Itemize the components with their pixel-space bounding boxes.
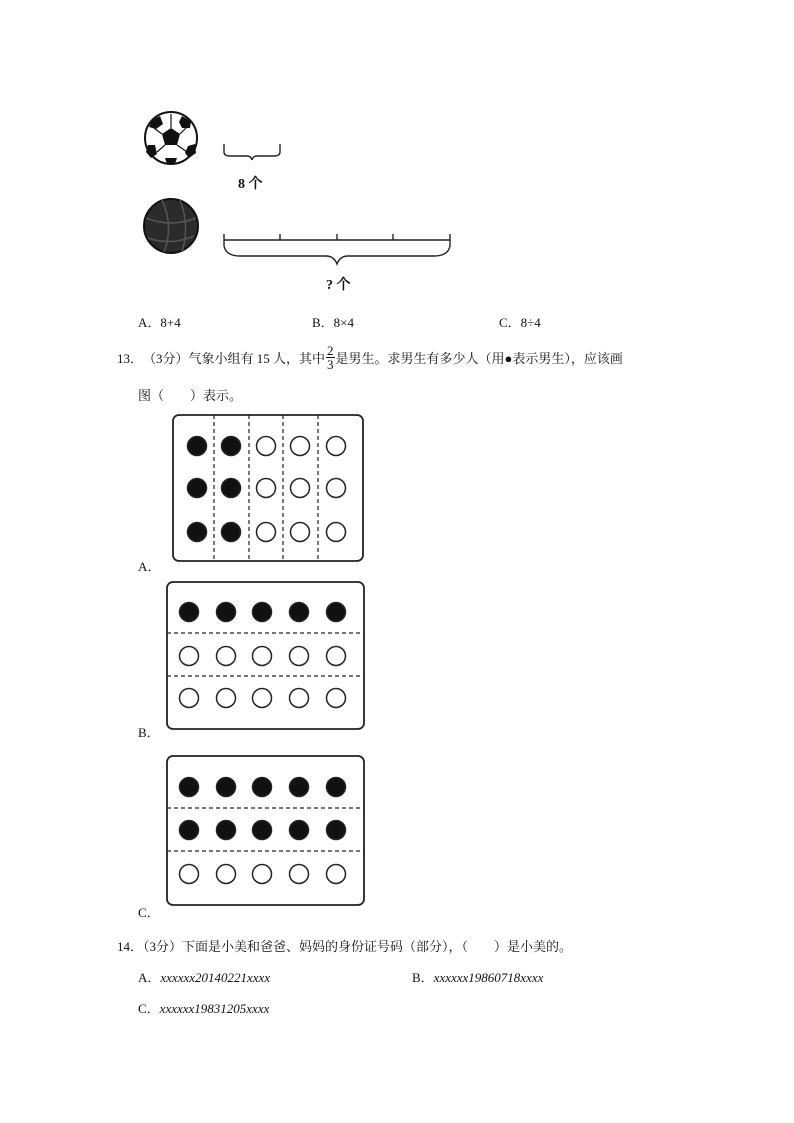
q12-diagram xyxy=(130,100,470,300)
option-letter: A． xyxy=(138,970,161,985)
q13-option-b-figure xyxy=(164,579,367,732)
q12-figure xyxy=(130,100,470,300)
question-number: 13． xyxy=(117,350,144,366)
fraction xyxy=(326,344,335,371)
q14-option-c[interactable] xyxy=(138,998,269,1017)
question-text: 下面是小美和爸爸、妈妈的身份证号码（部分），（ ）是小美的。 xyxy=(182,939,573,954)
option-text: 8÷4 xyxy=(520,315,541,330)
soccer-ball-icon xyxy=(145,112,197,164)
fraction-denominator: 3 xyxy=(327,356,334,372)
question-text: 气象小组有 15 人，其中 xyxy=(188,350,326,366)
option-text: 8×4 xyxy=(333,315,355,330)
question-text-cont: 是男生。求男生有多少人（用●表示男生），应该画 xyxy=(335,350,623,366)
brace-long xyxy=(224,234,450,264)
q14-option-a[interactable] xyxy=(138,967,270,986)
brace-long-label: ? 个 xyxy=(326,278,351,293)
option-letter: A． xyxy=(138,315,161,330)
q13-option-a-figure xyxy=(170,412,366,564)
q13-option-c-figure xyxy=(164,753,367,908)
question-score: （3分） xyxy=(143,350,189,366)
q13-option-c-label[interactable]: C． xyxy=(138,905,160,920)
brace-short-label: 8 个 xyxy=(238,177,263,192)
option-letter: C． xyxy=(138,1001,160,1016)
basketball-icon xyxy=(144,199,198,253)
option-text: xxxxxx20140221xxxx xyxy=(160,970,271,985)
q14-stem xyxy=(117,936,572,955)
q12-option-b[interactable] xyxy=(312,312,354,331)
q13-stem xyxy=(117,340,623,374)
question-score: （3分） xyxy=(143,939,183,954)
option-letter: B． xyxy=(312,315,334,330)
q12-option-a[interactable] xyxy=(138,312,181,331)
option-letter: B． xyxy=(412,970,434,985)
option-text: xxxxxx19831205xxxx xyxy=(159,1001,270,1016)
q13-option-a-label[interactable]: A． xyxy=(138,559,161,574)
option-text: xxxxxx19860718xxxx xyxy=(433,970,544,985)
q12-option-c[interactable] xyxy=(499,312,541,331)
brace-short xyxy=(224,144,280,160)
q14-option-b[interactable] xyxy=(412,967,543,986)
fraction-numerator: 2 xyxy=(327,342,334,358)
question-number: 14． xyxy=(117,939,144,954)
q13-stem-line2: 图（ ）表示。 xyxy=(138,388,243,403)
option-text: 8+4 xyxy=(160,315,181,330)
option-letter: C． xyxy=(499,315,521,330)
q13-option-b-label[interactable]: B． xyxy=(138,725,160,740)
